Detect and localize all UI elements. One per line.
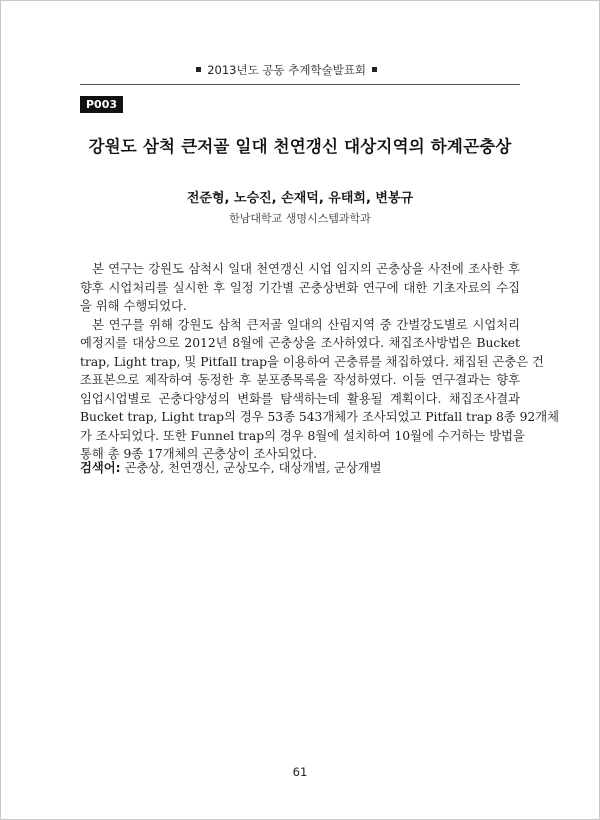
abstract-body (80, 260, 559, 464)
abstract-line: 통해 총 9종 17개체의 곤충상이 조사되었다. (80, 447, 317, 461)
abstract-line: 을 위해 수행되었다. (80, 299, 187, 313)
square-bullet-icon (196, 67, 201, 72)
paper-authors: 전준형, 노승진, 손재덕, 유태희, 변봉규 (186, 191, 414, 206)
abstract-line: 본 연구를 위해 강원도 삼척 큰저골 일대의 산림지역 중 간벌강도별로 시업처리 (92, 317, 520, 332)
conference-name: 2013년도 공동 추계학술발표회 (207, 63, 366, 77)
paper-title: 강원도 삼척 큰저골 일대 천연갱신 대상지역의 하계곤충상 (88, 137, 512, 156)
abstract-line: 예정지를 대상으로 2012년 8월에 곤충상을 조사하였다. 채집조사방법은 Bucket (80, 336, 520, 350)
paper-code-badge: P003 (80, 96, 123, 113)
square-bullet-icon (372, 67, 377, 72)
page-number: 61 (292, 765, 308, 779)
abstract-line: 조표본으로 제작하여 동정한 후 분포종목록을 작성하였다. 이들 연구결과는 향후 (80, 373, 520, 387)
abstract-line: 향후 시업처리를 실시한 후 일정 기간별 곤충상변화 연구에 대한 기초자료의 수집 (80, 280, 520, 295)
abstract-line: 가 조사되었다. 또한 Funnel trap의 경우 8월에 설치하여 10월에 수거하는 방법을 (80, 428, 525, 443)
abstract-line: 본 연구는 강원도 삼척시 일대 천연갱신 시업 임지의 곤충상을 사전에 조사한 후 (92, 262, 520, 276)
abstract-line: Bucket trap, Light trap의 경우 53종 543개체가 조사되었고 Pitfall trap 8종 92개체 (80, 410, 559, 424)
abstract-line: 임업시업별로 곤충다양성의 변화를 탐색하는데 활용될 계획이다. 채집조사결과 (80, 391, 520, 406)
keywords-label: 검색어: (80, 461, 121, 475)
header-divider (80, 84, 520, 85)
paper-affiliation: 한남대학교 생명시스템과학과 (229, 212, 371, 225)
conference-header (190, 62, 383, 78)
keywords (80, 458, 520, 476)
keywords-list: 곤충상, 천연갱신, 군상모수, 대상개벌, 군상개벌 (124, 461, 382, 475)
abstract-line: trap, Light trap, 및 Pitfall trap을 이용하여 곤충류를 채집하였다. 채집된 곤충은 건 (80, 354, 544, 369)
